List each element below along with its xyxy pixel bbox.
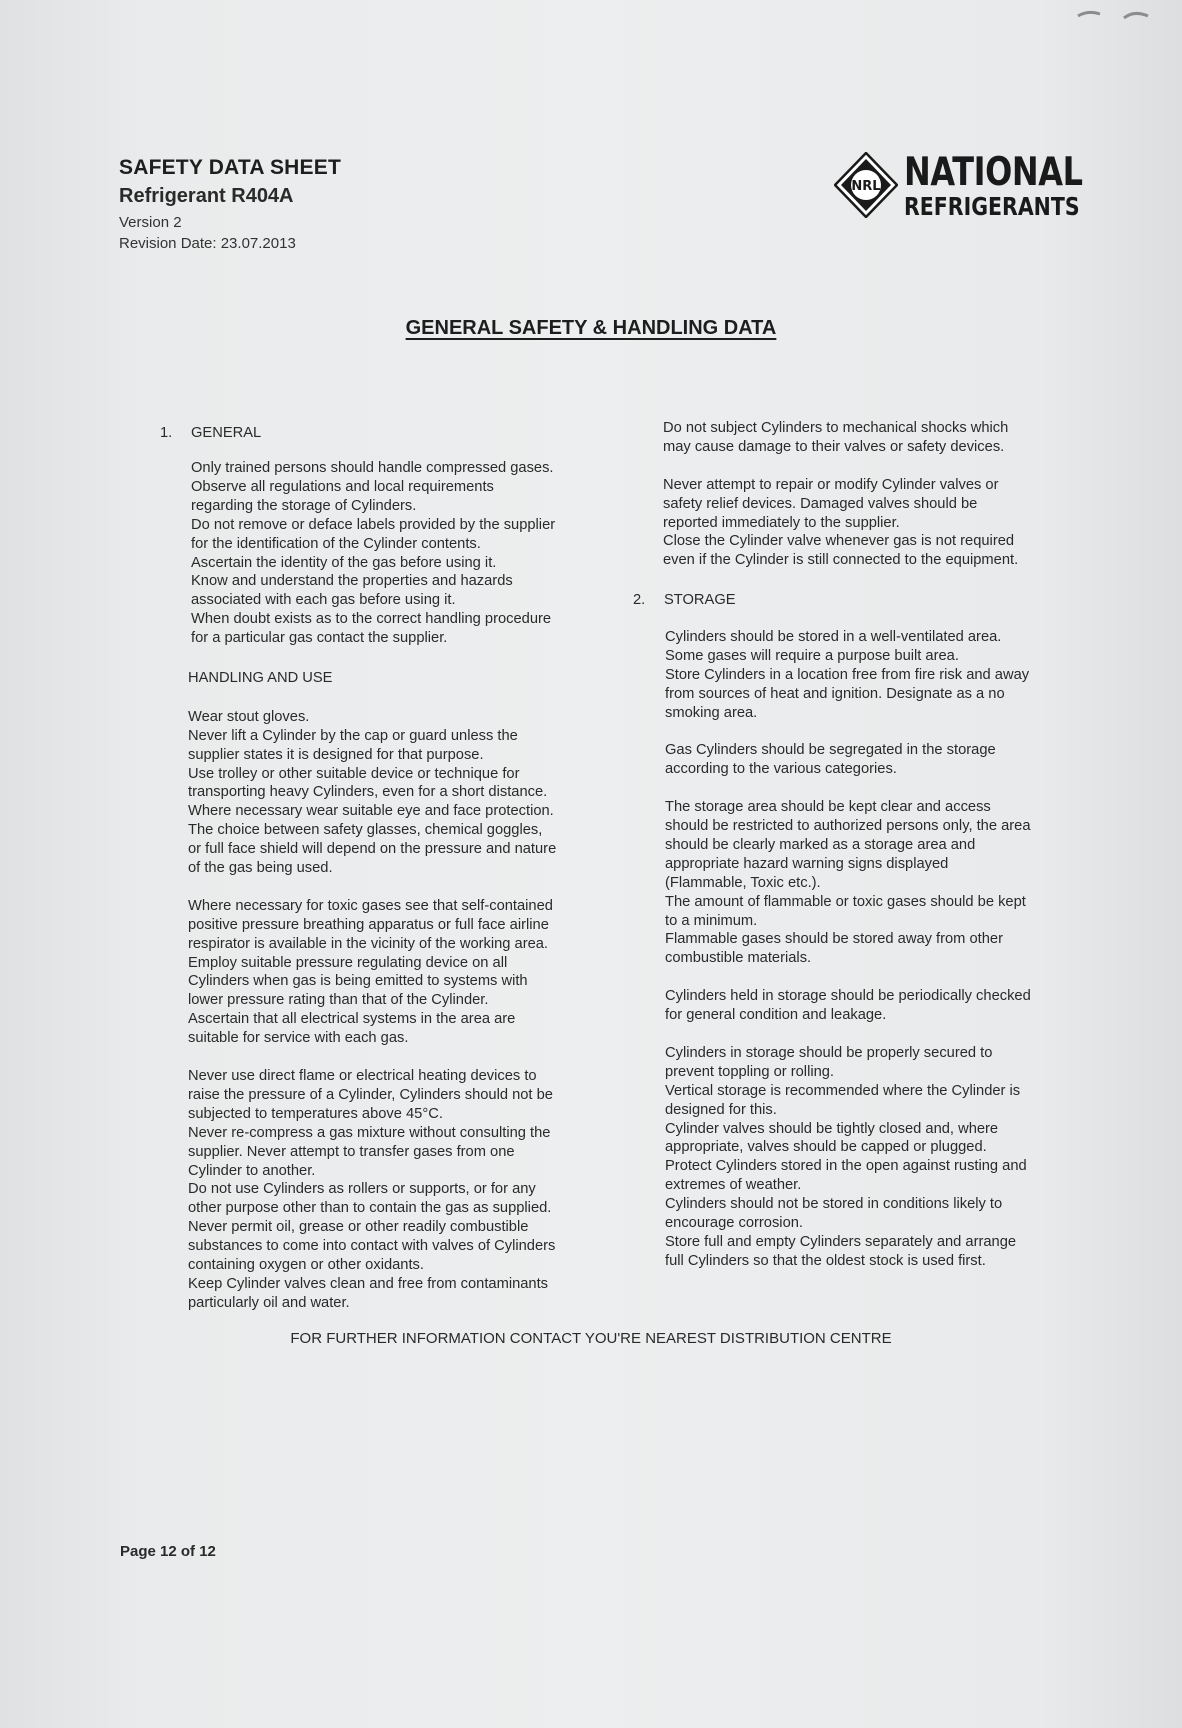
text-line: full Cylinders so that the oldest stock is used first.: [665, 1252, 986, 1269]
staple-marks: [1076, 8, 1156, 27]
product-name: Refrigerant R404A: [119, 185, 294, 207]
text-line: Cylinders held in storage should be periodically checked: [665, 988, 1031, 1005]
text-line: supplier. Never attempt to transfer gases from one: [188, 1143, 515, 1160]
text-line: safety relief devices. Damaged valves should be: [663, 495, 978, 512]
text-line: particularly oil and water.: [188, 1294, 350, 1311]
section-title: STORAGE: [664, 592, 736, 608]
text-line: Cylinders should not be stored in conditions likely to: [665, 1196, 1003, 1213]
text-line: The choice between safety glasses, chemical goggles,: [188, 822, 543, 839]
text-line: designed for this.: [665, 1101, 777, 1118]
text-line: Never attempt to repair or modify Cylinder valves or: [663, 476, 999, 493]
text-line: raise the pressure of a Cylinder, Cylinders should not be: [188, 1086, 553, 1103]
text-line: for general condition and leakage.: [665, 1007, 887, 1024]
text-line: Close the Cylinder valve whenever gas is not required: [663, 533, 1015, 550]
text-line: may cause damage to their valves or safety devices.: [663, 438, 1005, 455]
company-logo: [834, 150, 1083, 222]
text-line: reported immediately to the supplier.: [663, 514, 900, 531]
text-line: Vertical storage is recommended where the Cylinder is: [665, 1082, 1021, 1099]
version: Version 2: [119, 214, 182, 231]
text-line: Keep Cylinder valves clean and free from contaminants: [188, 1275, 549, 1292]
revision-date: Revision Date: 23.07.2013: [119, 235, 296, 252]
text-line: Flammable gases should be stored away from other: [665, 931, 1003, 948]
text-line: of the gas being used.: [188, 860, 333, 877]
text-line: for the identification of the Cylinder contents.: [191, 535, 481, 552]
text-line: Never lift a Cylinder by the cap or guard unless the: [188, 727, 518, 744]
text-line: Gas Cylinders should be segregated in the storage: [665, 742, 996, 759]
section-general-heading: [160, 424, 600, 443]
text-line: regarding the storage of Cylinders.: [191, 497, 417, 514]
text-line: prevent toppling or rolling.: [665, 1063, 835, 1080]
page-title: GENERAL SAFETY & HANDLING DATA: [405, 317, 777, 339]
text-line: smoking area.: [665, 704, 758, 721]
text-line: combustible materials.: [665, 950, 812, 967]
text-line: substances to come into contact with valves of Cylinders: [188, 1238, 556, 1255]
text-line: Ascertain that all electrical systems in the area are: [188, 1011, 516, 1028]
text-line: Where necessary for toxic gases see that self-contained: [188, 897, 553, 914]
text-line: Cylinders in storage should be properly secured to: [665, 1044, 993, 1061]
text-line: Never use direct flame or electrical heating devices to: [188, 1067, 537, 1084]
section-title: GENERAL: [191, 425, 262, 441]
storage-text: [665, 628, 1085, 1271]
text-line: transporting heavy Cylinders, even for a short distance.: [188, 784, 548, 801]
text-line: other purpose other than to contain the gas as supplied.: [188, 1200, 552, 1217]
text-line: Only trained persons should handle compressed gases.: [191, 460, 554, 476]
subsection-title: HANDLING AND USE: [188, 670, 333, 686]
logo-word-refrigerants: REFRIGERANTS: [904, 192, 1080, 221]
text-line: Never re-compress a gas mixture without consulting the: [188, 1124, 551, 1141]
text-line: appropriate, valves should be capped or plugged.: [665, 1139, 987, 1156]
text-line: Employ suitable pressure regulating device on all: [188, 954, 508, 971]
text-line: subjected to temperatures above 45°C.: [188, 1105, 443, 1122]
text-line: Where necessary wear suitable eye and face protection.: [188, 803, 554, 820]
text-line: Cylinders should be stored in a well-ventilated area.: [665, 629, 1002, 645]
text-line: The amount of flammable or toxic gases should be kept: [665, 893, 1026, 910]
document-header: [119, 156, 341, 252]
general-continued: [663, 419, 1083, 570]
text-line: should be restricted to authorized persons only, the area: [665, 818, 1031, 835]
text-line: Do not remove or deface labels provided by the supplier: [191, 516, 556, 533]
section-storage-heading: [633, 591, 1053, 610]
text-line: to a minimum.: [665, 912, 758, 929]
section-number: 1.: [160, 425, 173, 441]
doc-type: SAFETY DATA SHEET: [119, 156, 341, 179]
text-line: Ascertain the identity of the gas before using it.: [191, 554, 497, 571]
text-line: containing oxygen or other oxidants.: [188, 1257, 424, 1274]
text-line: for a particular gas contact the supplier.: [191, 630, 448, 647]
text-line: supplier states it is designed for that purpose.: [188, 746, 484, 763]
text-line: (Flammable, Toxic etc.).: [665, 874, 821, 891]
text-line: Use trolley or other suitable device or technique for: [188, 765, 520, 782]
text-line: appropriate hazard warning signs displayed: [665, 855, 949, 872]
text-line: according to the various categories.: [665, 761, 897, 778]
general-text: [191, 459, 606, 648]
text-line: Store Cylinders in a location free from fire risk and away: [665, 666, 1030, 683]
text-line: Some gases will require a purpose built area.: [665, 647, 959, 664]
text-line: Observe all regulations and local requirements: [191, 478, 494, 495]
text-line: or full face shield will depend on the pressure and nature: [188, 841, 557, 858]
text-line: Never permit oil, grease or other readily combustible: [188, 1219, 529, 1236]
text-line: When doubt exists as to the correct handling procedure: [191, 611, 552, 628]
page-number: Page 12 of 12: [120, 1543, 216, 1560]
text-line: lower pressure rating than that of the Cylinder.: [188, 992, 489, 1009]
text-line: from sources of heat and ignition. Designate as a no: [665, 685, 1005, 702]
text-line: Store full and empty Cylinders separately and arrange: [665, 1233, 1017, 1250]
section-number: 2.: [633, 592, 646, 608]
text-line: Wear stout gloves.: [188, 708, 310, 725]
text-line: Know and understand the properties and hazards: [191, 573, 513, 590]
handling-and-use: [188, 669, 608, 1313]
text-line: encourage corrosion.: [665, 1215, 803, 1232]
text-line: Cylinders when gas is being emitted to systems with: [188, 973, 528, 990]
text-line: Cylinder valves should be tightly closed and, where: [665, 1120, 999, 1137]
text-line: associated with each gas before using it.: [191, 592, 456, 609]
text-line: positive pressure breathing apparatus or full face airline: [188, 916, 549, 933]
text-line: Do not use Cylinders as rollers or supports, or for any: [188, 1181, 536, 1198]
footer-contact: FOR FURTHER INFORMATION CONTACT YOU'RE NEAREST DISTRIBUTION CENTRE: [290, 1330, 892, 1347]
nrl-diamond-icon: [834, 152, 898, 218]
text-line: respirator is available in the vicinity of the working area.: [188, 935, 549, 952]
text-line: Do not subject Cylinders to mechanical shocks which: [663, 420, 1009, 436]
text-line: should be clearly marked as a storage area and: [665, 836, 976, 853]
text-line: even if the Cylinder is still connected to the equipment.: [663, 552, 1019, 569]
logo-word-national: NATIONAL: [904, 150, 1083, 195]
text-line: Cylinder to another.: [188, 1162, 316, 1179]
svg-text:NRL: NRL: [851, 179, 881, 194]
text-line: Protect Cylinders stored in the open against rusting and: [665, 1158, 1027, 1175]
text-line: The storage area should be kept clear and access: [665, 799, 991, 816]
text-line: suitable for service with each gas.: [188, 1030, 409, 1047]
text-line: extremes of weather.: [665, 1177, 802, 1194]
